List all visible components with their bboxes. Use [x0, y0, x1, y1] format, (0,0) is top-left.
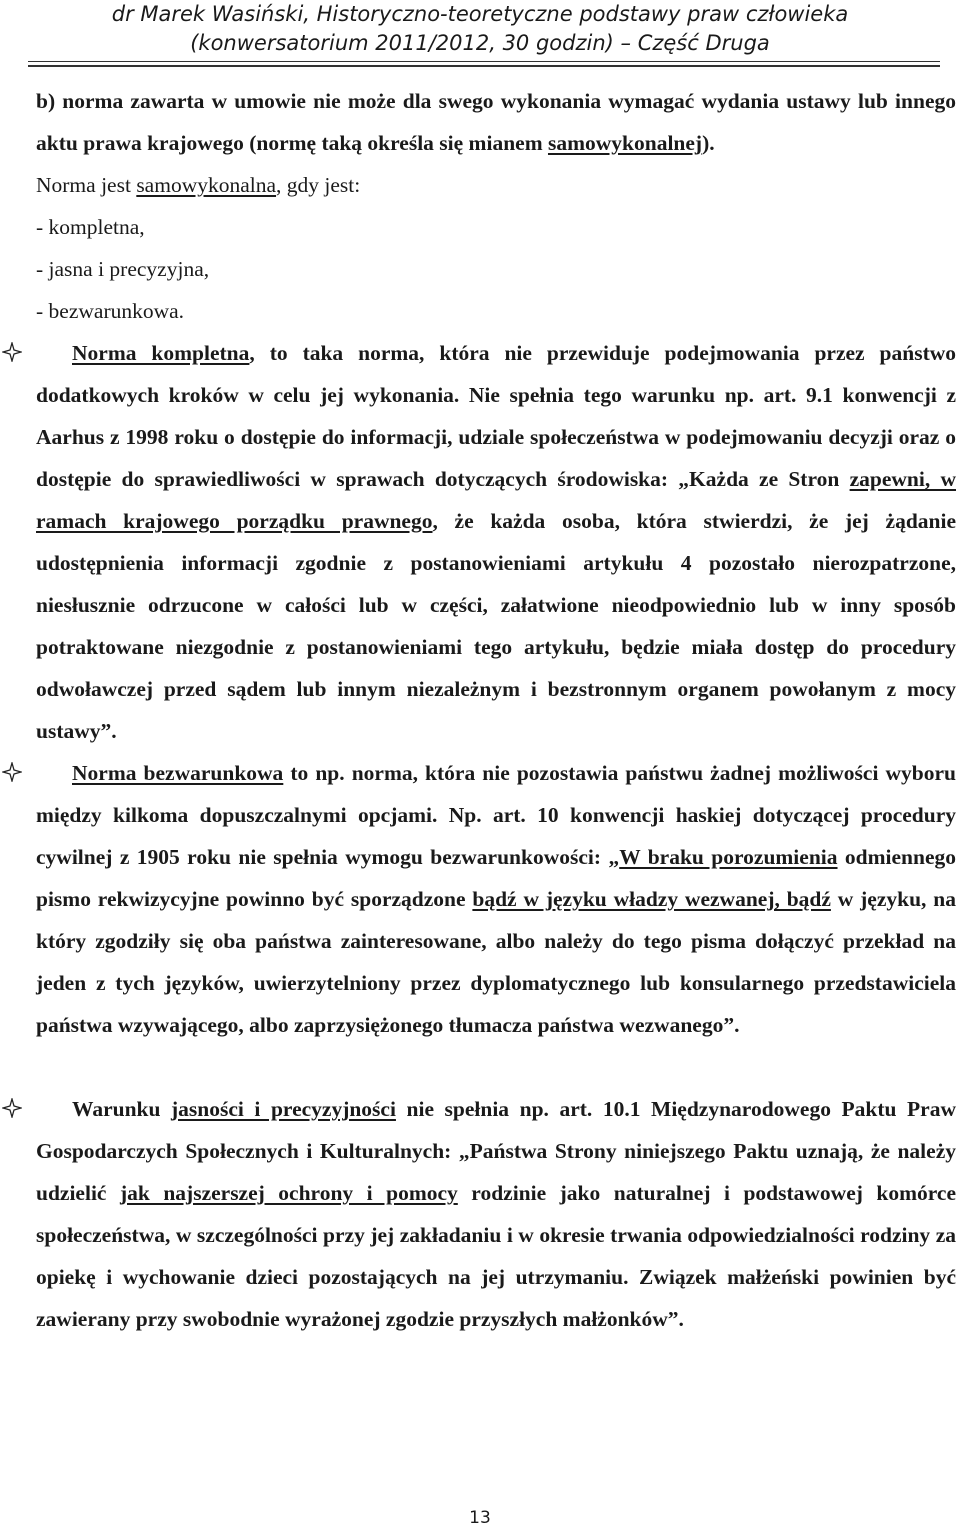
underlined-term: samowykonalna [136, 173, 277, 197]
text-span: Norma jest [36, 173, 137, 197]
underlined-phrase: bądź w języku władzy wezwanej, bądź [472, 887, 831, 911]
bullet-norma-kompletna [36, 332, 956, 752]
diamond-star-bullet-icon [2, 1098, 22, 1118]
diamond-star-bullet-icon [2, 342, 22, 362]
text-span: w języku, na który zgodziły się oba państwa zainteresowane, albo należy do tego pisma dołączyć przekład na jeden z tych języków, uwierzytelniony przez dyplomatycznego lub konsularnego przedstawiciela państwa wzywającego, albo zaprzysiężonego tłumacza państwa wezwanego”. [36, 887, 956, 1037]
bullet-paragraph [36, 332, 956, 752]
underlined-phrase: W braku porozumienia [619, 845, 838, 869]
text-span: ). [702, 131, 715, 155]
header-line-1: dr Marek Wasiński, Historyczno-teoretyczne podstawy praw człowieka [111, 2, 849, 26]
bullet-paragraph [36, 1088, 956, 1340]
underlined-phrase: zapewni, w ramach krajowego porządku prawnego [36, 467, 956, 533]
underlined-term: Norma kompletna [72, 341, 250, 365]
text-span: , że każda osoba, która stwierdzi, że jej żądanie udostępnienia informacji zgodnie z postanowieniami artykułu 4 pozostało nierozpatrzone, niesłusznie odrzucone w całości lub w części, załatwione nieodpowiednio lub w inny sposób potraktowane niezgodnie z postanowieniami tego artykułu, będzie miała dostęp do procedury odwoławczej przed sądem lub innym niezależnym i bezstronnym organem powołanym z mocy ustawy”. [36, 509, 956, 743]
bullet-norma-bezwarunkowa [36, 752, 956, 1046]
paragraph-b [36, 80, 956, 164]
diamond-star-bullet-icon [2, 762, 22, 782]
bullet-paragraph [36, 752, 956, 1046]
list-item: - kompletna, [36, 215, 145, 239]
text-span: , gdy jest: [276, 173, 361, 197]
text-span: nie spełnia np. art. 10.1 Międzynarodowego Paktu Praw Gospodarczych Społecznych i Kulturalnych: „Państwa Strony niniejszego Paktu uznają, że należy udzielić [36, 1097, 957, 1205]
document-body [36, 80, 956, 1340]
underlined-term: samowykonalnej [547, 131, 703, 155]
underlined-term: Norma bezwarunkowa [72, 761, 284, 785]
list-item: - jasna i precyzyjna, [36, 257, 210, 281]
text-span: b) norma zawarta w umowie nie może dla swego wykonania wymagać wydania ustawy lub innego aktu prawa krajowego (normę taką określa się mianem [36, 89, 956, 155]
text-span: odmiennego pismo rekwizycyjne powinno być sporządzone [36, 845, 957, 911]
header-line-2: (konwersatorium 2011/2012, 30 godzin) – Część Druga [190, 31, 770, 55]
page-number: 13 [469, 1508, 491, 1528]
header-rule [28, 61, 940, 62]
header-rule-thick [28, 65, 940, 67]
list-item: - bezwarunkowa. [36, 299, 185, 323]
underlined-term: jasności i precyzyjności [171, 1097, 396, 1121]
text-span: , to taka norma, która nie przewiduje podejmowania przez państwo dodatkowych kroków w celu jej wykonania. Nie spełnia tego warunku np. art. 9.1 konwencji z Aarhus z 1998 roku o dostępie do informacji, udziale społeczeństwa w podejmowaniu decyzji oraz o dostępie do sprawiedliwości w sprawach dotyczących środowiska: „Każda ze Stron [36, 341, 956, 491]
paragraph-norma-jest [36, 164, 956, 206]
bullet-jasnosc [36, 1088, 956, 1340]
text-span: Warunku [72, 1097, 171, 1121]
spacer [36, 1046, 956, 1088]
underlined-phrase: jak najszerszej ochrony i pomocy [119, 1181, 458, 1205]
text-span: to np. norma, która nie pozostawia państwu żadnej możliwości wyboru między kilkoma dopuszczalnymi opcjami. Np. art. 10 konwencji haskiej dotyczącej procedury cywilnej z 1905 roku nie spełnia wymogu bezwarunkowości: „ [36, 761, 956, 869]
text-span: rodzinie jako naturalnej i podstawowej komórce społeczeństwa, w szczególności przy jej zakładaniu i w okresie trwania odpowiedzialności rodziny za opiekę i wychowanie dzieci pozostających na jej utrzymaniu. Związek małżeński powinien być zawierany przy swobodnie wyrażonej zgodzie przyszłych małżonków”. [36, 1181, 957, 1331]
page-header [0, 0, 960, 60]
